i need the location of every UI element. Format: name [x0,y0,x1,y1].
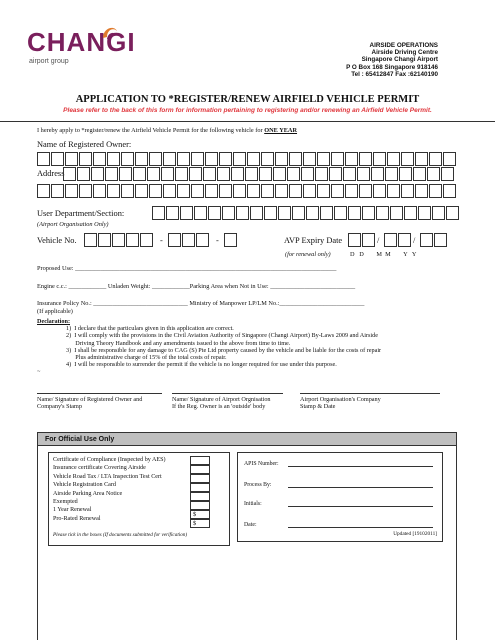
vehicle-no-label: Vehicle No. [37,236,77,245]
engine-weight-parking-field[interactable]: Engine c.c.: ____________ Unladen Weight: ____________Parking Area when Not in Use: ___________________________ [37,283,356,290]
checkbox-compliance[interactable] [190,456,210,465]
vehicle-no-grid-3[interactable] [224,233,238,247]
official-use-header: For Official Use Only [38,433,456,446]
checklist-item: Insurance certificate Covering Airside [53,465,146,472]
signature-line-org[interactable] [172,393,283,394]
owner-label: Name of Registered Owner: [37,140,132,149]
vehicle-dash-1: - [160,236,163,245]
changi-swirl-logo-icon [100,24,120,44]
renewal-fee-box[interactable]: $ [190,510,210,519]
department-note: (Airport Organisation Only) [37,221,109,228]
processing-box [237,452,443,542]
avp-year-grid[interactable] [420,233,448,247]
renewal-note: (for renewal only) [285,251,331,258]
avp-slash-2: / [413,236,416,245]
checkbox-insurance[interactable] [190,465,210,474]
initials-line[interactable] [288,506,433,507]
checklist-item: Certificate of Compliance (Inspected by AES) [53,457,166,463]
form-subtitle: Please refer to the back of this form for information pertaining to registering and/or renewing an Airfield Vehicle Permit. [63,107,432,114]
initials-label: Initials: [244,501,262,507]
checklist-note: Please tick in the boxes (If documents submitted for verification) [53,532,188,538]
declaration-label: Declaration: [37,318,70,325]
apis-line[interactable] [288,466,433,467]
signature-stamp-caption: Airport Organisation's Company Stamp & Date [300,396,381,411]
address-label: Address [37,169,65,178]
prorated-fee-box[interactable]: $ [190,519,210,528]
insurance-mom-field[interactable]: Insurance Policy No.: ______________________________ Ministry of Manpower LP/LM No.:___________________________ [37,300,365,307]
checklist-item: Pro-Rated Renewal [53,515,101,522]
intro-text: I hereby apply to *register/renew the Airfield Vehicle Permit for the following vehicle for ONE YEAR [37,127,298,134]
date-format: D D M M Y Y [350,251,417,258]
checkbox-road-tax[interactable] [190,474,210,483]
signature-line-owner[interactable] [37,393,162,394]
owner-grid[interactable] [37,152,457,166]
signature-owner-caption: Name/ Signature of Registered Owner and Company's Stamp [37,396,143,411]
vehicle-no-grid-2[interactable] [168,233,210,247]
address-grid-2[interactable] [37,184,457,198]
checklist-item: Vehicle Road Tax / LTA Inspection Test Cert [53,473,162,480]
changi-logo-text: CHANGI [27,27,136,57]
updated-label: Updated [19102011] [393,531,437,537]
checklist-item: Vehicle Registration Card [53,482,116,489]
process-by-label: Process By: [244,482,272,488]
checklist-item: 1 Year Renewal [53,507,92,514]
department-grid[interactable] [152,206,460,220]
avp-day-grid[interactable] [348,233,376,247]
signature-line-stamp[interactable] [300,393,440,394]
documents-checklist [48,452,230,546]
checklist-item: Exempted [53,499,78,506]
date-label: Date: [244,522,257,528]
apis-label: APIS Number: [244,461,279,467]
form-title: APPLICATION TO *REGISTER/RENEW AIRFIELD VEHICLE PERMIT [75,94,420,105]
divider [0,121,495,122]
vehicle-no-grid-1[interactable] [84,233,154,247]
avp-expiry-label: AVP Expiry Date [284,236,343,245]
date-line[interactable] [288,527,433,528]
process-by-line[interactable] [288,487,433,488]
declaration-mark: ~ [37,368,41,375]
address-grid-1[interactable] [63,167,455,181]
avp-month-grid[interactable] [384,233,412,247]
checklist-item: Airside Parking Area Notice [53,490,123,497]
signature-org-caption: Name/ Signature of Airport Orgnisation If the Reg. Owner is an 'outside' body [172,396,271,411]
checkbox-parking[interactable] [190,492,210,501]
logo-subtitle: airport group [29,58,69,65]
checkbox-registration[interactable] [190,483,210,492]
department-label: User Department/Section: [37,209,125,218]
if-applicable-note: (If applicable) [37,308,73,315]
declaration-items: 1) I declare that the particulars given in this application are correct. 2) I will comply with the provisions in the Civil Aviation Authority of Singapore (Changi Airport) By-Laws 2009 and Airside Driving Theory Handbook and any amendments issued to the above from time to time. 3) I shall be responsible for any damage to CAG (S) Pte Ltd property caused by the vehicle and be liable for the costs of repair Plus administrative charge of 15% of the total costs of repair. 4) I will be responsible to surrender the permit if the vehicle is no longer required for use under this purpose. [66,325,382,369]
avp-slash-1: / [377,236,380,245]
vehicle-dash-2: - [216,236,219,245]
address-block: AIRSIDE OPERATIONS Airside Driving Centre Singapore Changi Airport P O Box 168 Singapore 918146 Tel : 65412847 Fax :62140190 [346,42,438,78]
proposed-use-field[interactable]: Proposed Use: ___________________________________________________________________________________ [37,265,337,272]
checkbox-exempted[interactable] [190,501,210,510]
